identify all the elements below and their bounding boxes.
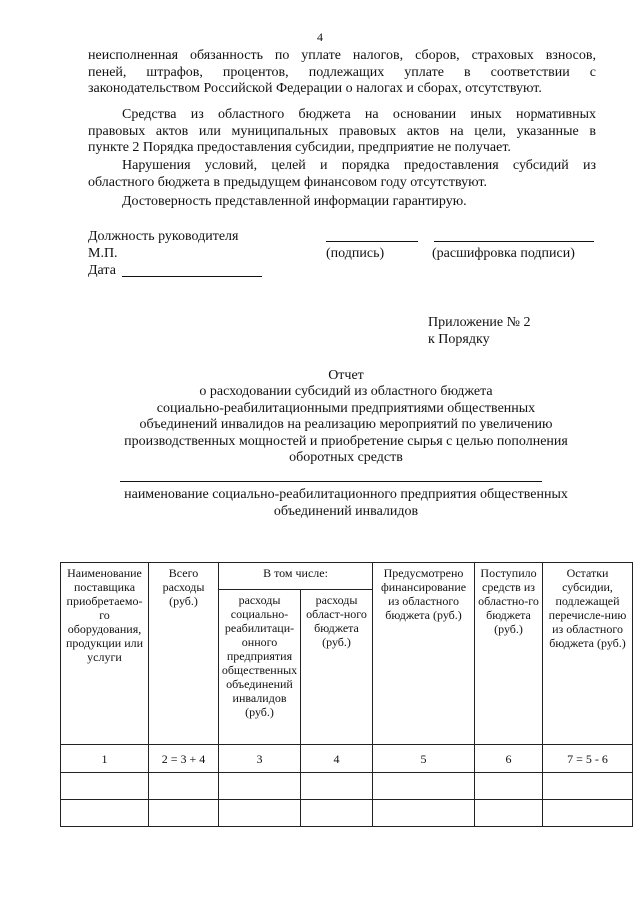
table-header-row: [61, 563, 633, 590]
subtitle-line: производственных мощностей и приобретение сырья с целью пополнения: [124, 433, 568, 449]
subtitle-line: социально-реабилитационными предприятиями общественных: [156, 400, 536, 416]
table-cell: [373, 800, 475, 827]
text-line: пеней, штрафов, процентов, подлежащих уплате в соответствии с: [88, 64, 596, 80]
paragraph-guarantee: Достоверность представленной информации гарантирую.: [122, 194, 467, 209]
col-number: 7 = 5 - 6: [543, 745, 633, 773]
text-line: Средства из областного бюджета на основании иных нормативных: [122, 107, 596, 122]
col-number: 4: [301, 745, 373, 773]
decode-caption: (расшифровка подписи): [432, 246, 575, 261]
table-cell: [301, 800, 373, 827]
appendix-reference: к Порядку: [428, 332, 490, 347]
table-cell: [475, 773, 543, 800]
header-total: Всего расходы (руб.): [149, 563, 219, 745]
text-line: неисполненная обязанность по уплате налогов, сборов, страховых взносов,: [88, 48, 596, 63]
paragraph-violations: [88, 158, 596, 191]
table-cell: [543, 773, 633, 800]
text-line: пункте 2 Порядка предоставления субсидии, предприятие не получает.: [88, 140, 511, 155]
col-number: 6: [475, 745, 543, 773]
header-enterprise-expenses: расходы социально-реабилитаци-онного предприятия общественных объединений инвалидов (руб.): [219, 590, 301, 745]
header-planned: Предусмотрено финансирование из областного бюджета (руб.): [373, 563, 475, 745]
table-cell: [219, 773, 301, 800]
paragraph-tax-obligations: [88, 48, 596, 98]
subtitle-line: оборотных средств: [289, 450, 403, 465]
stamp-label: М.П.: [88, 246, 118, 261]
col-number: 1: [61, 745, 149, 773]
report-table: [60, 562, 633, 827]
table-cell: [475, 800, 543, 827]
table-cell: [219, 800, 301, 827]
col-number: 3: [219, 745, 301, 773]
header-received: Поступило средств из областно-го бюджета (руб.): [475, 563, 543, 745]
table-cell: [61, 800, 149, 827]
table-cell: [149, 773, 219, 800]
text-line: областного бюджета в предыдущем финансовом году отсутствуют.: [88, 174, 487, 190]
caption-line: наименование социально-реабилитационного предприятия общественных: [124, 487, 568, 502]
date-line: [122, 276, 262, 277]
table-numbering-row: [61, 745, 633, 773]
header-including: В том числе:: [219, 563, 373, 590]
signature-caption: (подпись): [326, 246, 385, 261]
col-number: 2 = 3 + 4: [149, 745, 219, 773]
table-cell: [61, 773, 149, 800]
position-label: Должность руководителя: [88, 229, 239, 244]
table-row: [61, 800, 633, 827]
report-title: Отчет: [328, 368, 364, 383]
date-label: Дата: [88, 263, 116, 278]
table-cell: [373, 773, 475, 800]
paragraph-budget-funds: [88, 107, 596, 157]
appendix-number: Приложение № 2: [428, 315, 531, 330]
header-budget-expenses: расходы област-ного бюджета (руб.): [301, 590, 373, 745]
enterprise-caption: [60, 487, 632, 520]
signature-line: [326, 241, 418, 242]
text-line: Нарушения условий, целей и порядка предоставления субсидий из: [122, 158, 596, 173]
text-line: законодательством Российской Федерации о налогах и сборах, отсутствуют.: [88, 81, 542, 96]
caption-line: объединений инвалидов: [273, 503, 419, 519]
table-cell: [301, 773, 373, 800]
decode-line: [434, 241, 594, 242]
subtitle-line: объединений инвалидов на реализацию мероприятий по увеличению: [139, 417, 553, 432]
header-remainder: Остатки субсидии, подлежащей перечисле-нию из областного бюджета (руб.): [543, 563, 633, 745]
table-row: [61, 773, 633, 800]
header-supplier: Наименование поставщика приобретаемо-го оборудования, продукции или услуги: [61, 563, 149, 745]
report-subtitle: [60, 384, 632, 467]
text-line: правовых актов или муниципальных правовых актов на цели, указанные в: [88, 123, 596, 139]
subtitle-line: о расходовании субсидий из областного бюджета: [199, 384, 493, 399]
table-cell: [149, 800, 219, 827]
enterprise-name-line: [120, 481, 542, 482]
page-number: 4: [317, 30, 323, 44]
col-number: 5: [373, 745, 475, 773]
table-cell: [543, 800, 633, 827]
